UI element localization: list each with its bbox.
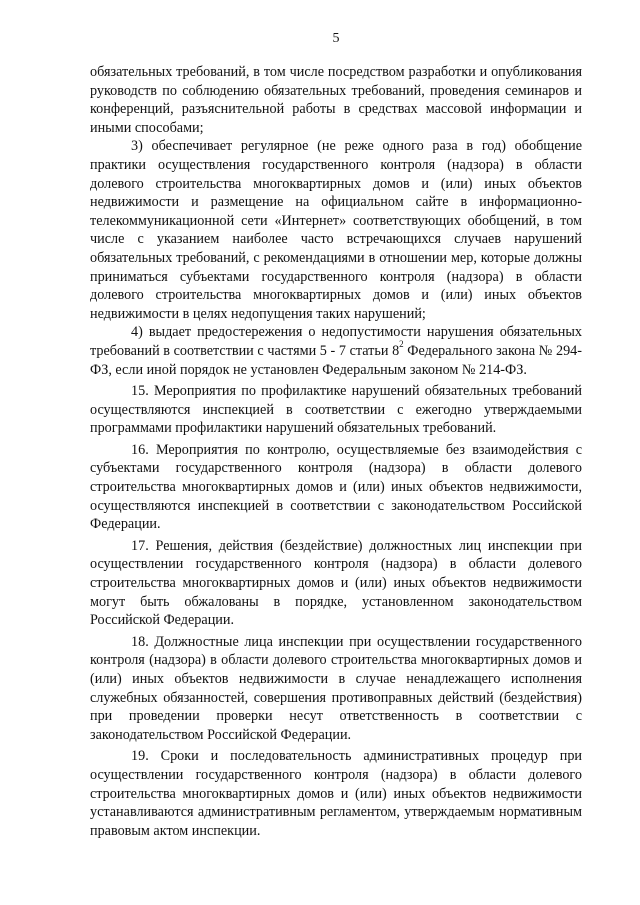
document-page — [90, 30, 582, 840]
paragraph-17: 17. Решения, действия (бездействие) должностных лиц инспекции при осуществлении государственного контроля (надзора) в области долевого строительства многоквартирных домов и (или) иных объектов недвижимости могут быть обжалованы в порядке, установленном законодательством Российской Федерации. — [90, 537, 582, 629]
paragraph-15: 15. Мероприятия по профилактике нарушений обязательных требований осуществляются инспекцией в соответствии с ежегодно утверждаемыми программами профилактики нарушений обязательных требований. — [90, 383, 582, 437]
page-number: 5 — [332, 31, 340, 46]
paragraph-item-3: 3) обеспечивает регулярное (не реже одного раза в год) обобщение практики осуществления государственного контроля (надзора) в области долевого строительства многоквартирных домов и (или) иных объектов недвижимости и размещение на официальном сайте в информационно-телекоммуникационной сети «Интернет» соответствующих обобщений, в том числе с указанием наиболее часто встречающихся случаев нарушений обязательных требований, с рекомендациями в отношении мер, которые должны приниматься субъектами государственного контроля (надзора) в области долевого строительства многоквартирных домов и (или) иных объектов недвижимости в целях недопущения таких нарушений; — [90, 138, 582, 322]
paragraph-continuation: обязательных требований, в том числе посредством разработки и опубликования руководств по соблюдению обязательных требований, проведения семинаров и конференций, разъяснительной работы в средствах массовой информации и иными способами; — [90, 64, 582, 136]
paragraph-19: 19. Сроки и последовательность административных процедур при осуществлении государственного контроля (надзора) в области долевого строительства многоквартирных домов и (или) иных объектов недвижимости устанавливаются административным регламентом, утверждаемым нормативным правовым актом инспекции. — [90, 748, 582, 839]
paragraph-item-4-text-after: Федерального закона № 294-ФЗ, если иной порядок не установлен Федеральным законом № 214-ФЗ. — [90, 342, 582, 378]
paragraph-16: 16. Мероприятия по контролю, осуществляемые без взаимодействия с субъектами государственного контроля (надзора) в области долевого строительства многоквартирных домов и (или) иных объектов недвижимости, осуществляются инспекцией в соответствии с законодательством Российской Федерации. — [90, 441, 582, 533]
paragraph-18: 18. Должностные лица инспекции при осуществлении государственного контроля (надзора) в области долевого строительства многоквартирных домов и (или) иных объектов недвижимости в случае ненадлежащего исполнения служебных обязанностей, совершения противоправных действий (бездействия) при проведении проверки несут ответственность в соответствии с законодательством Российской Федерации. — [90, 633, 582, 743]
paragraph-item-4 — [90, 323, 582, 379]
article-superscript: 2 — [399, 339, 404, 350]
paragraph-item-4-text-before: 4) выдает предостережения о недопустимости нарушения обязательных требований в соответствии с частями 5 - 7 статьи 8 — [90, 324, 582, 359]
